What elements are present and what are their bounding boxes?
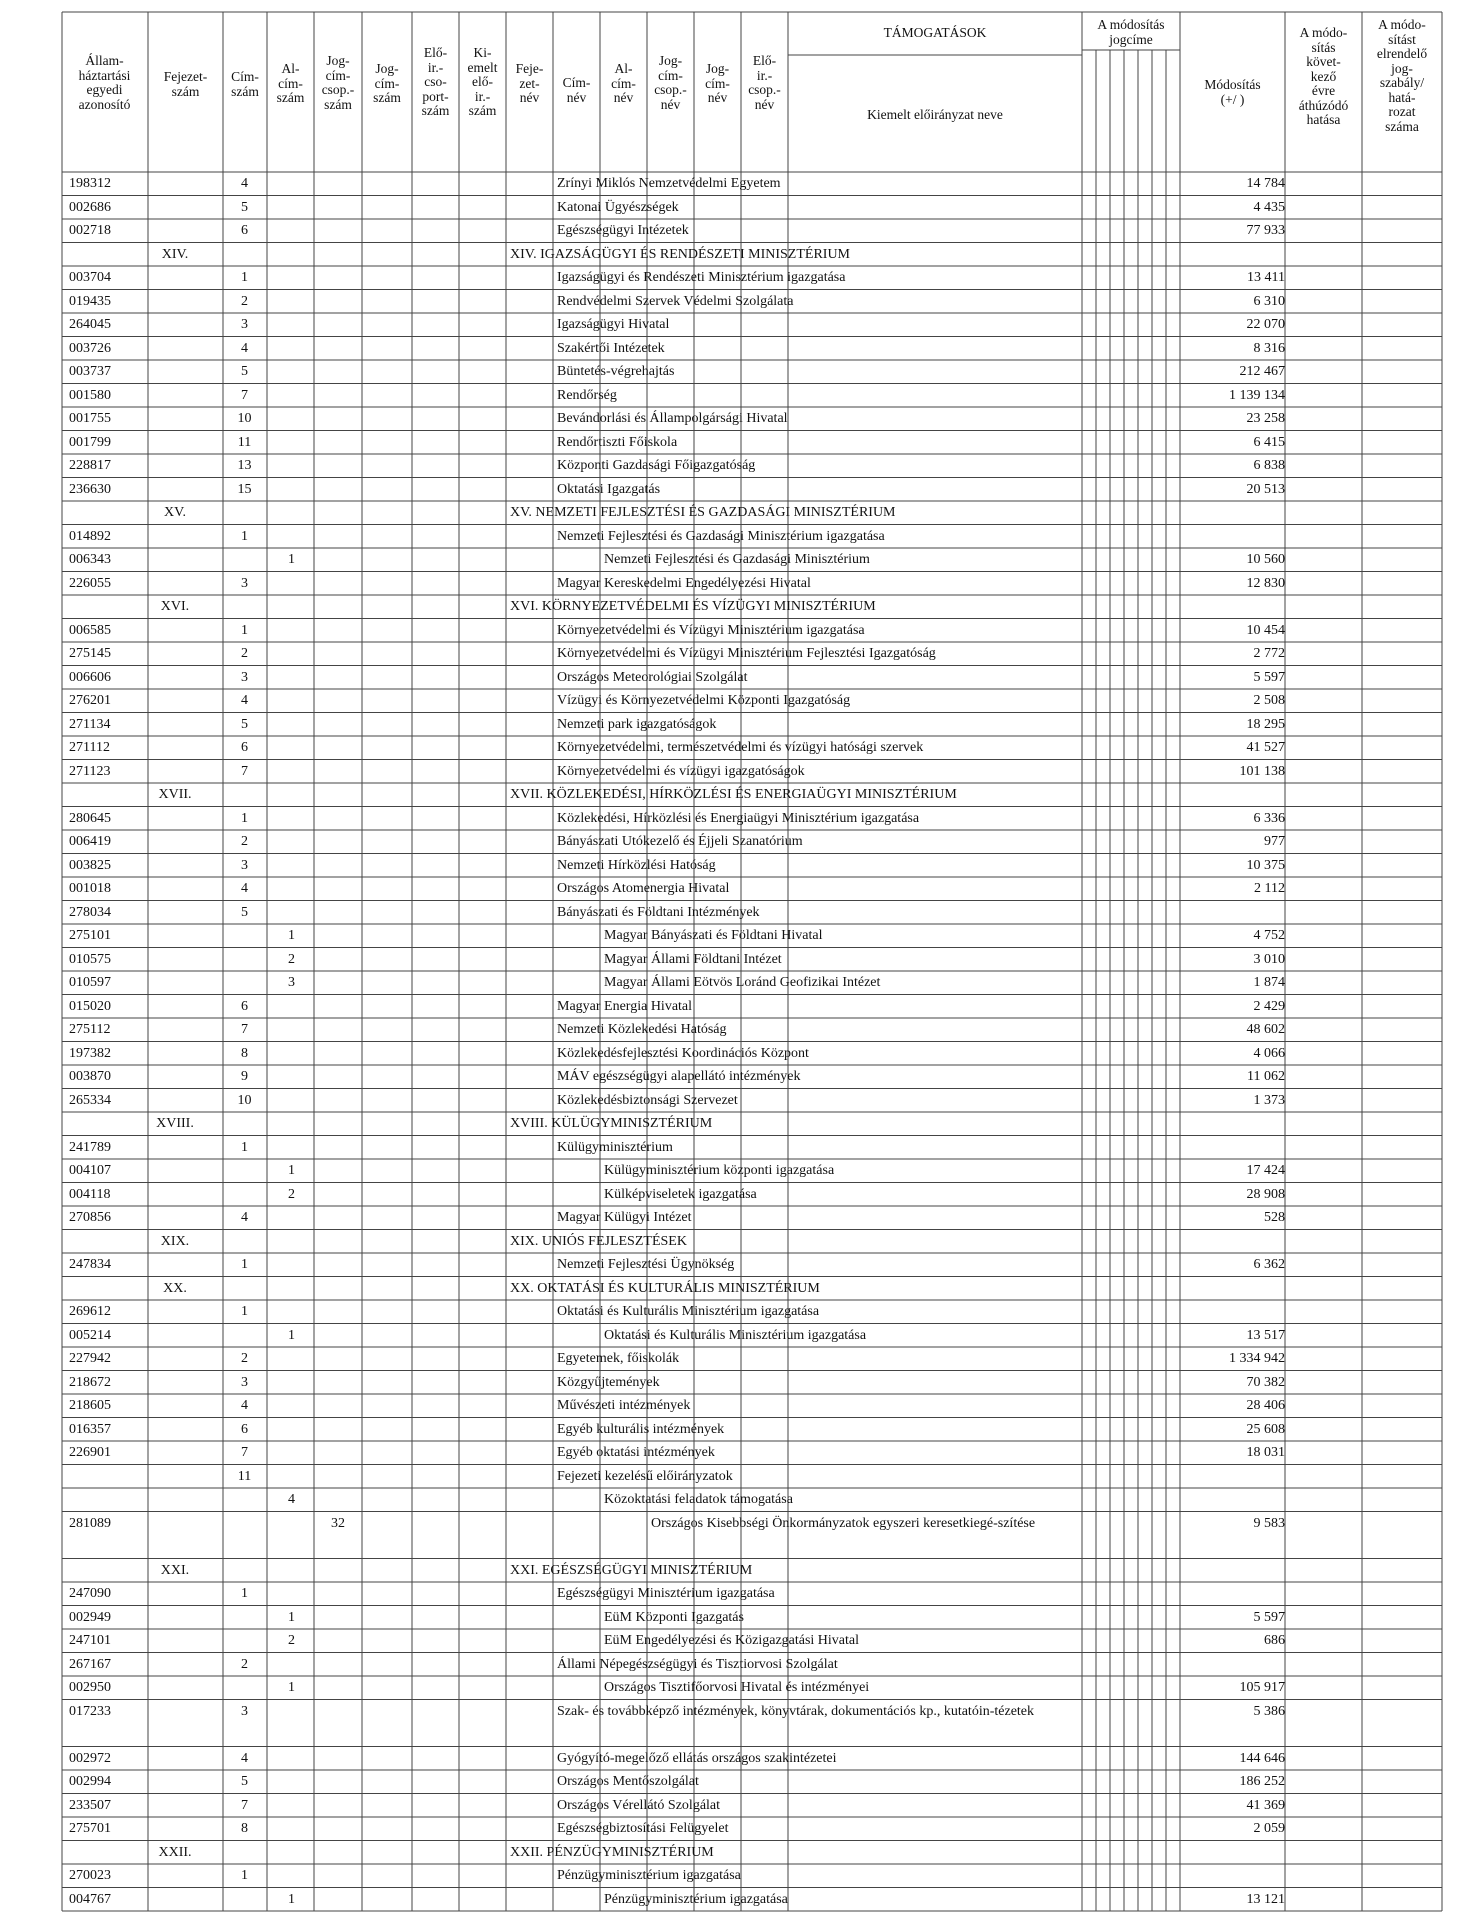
row-modositas: 2 059 [1253,1821,1285,1836]
row-azonosito: 275701 [69,1821,111,1836]
row-azonosito: 006606 [69,669,111,685]
row-azonosito: 276201 [69,693,111,708]
row-azonosito: 247101 [69,1633,111,1648]
header-azonosito: Állam- háztartási egyedi azonosító [78,53,131,112]
row-cimszam: 3 [241,317,248,332]
row-cimszam: 6 [241,740,248,755]
row-modositas: 6 415 [1253,434,1285,450]
row-azonosito: 197382 [69,1045,111,1061]
row-eloiranyzat-nev: Külügyminisztérium [557,1139,673,1155]
row-eloiranyzat-nev: Egyéb oktatási intézmények [557,1445,715,1460]
row-azonosito: 015020 [69,998,111,1014]
row-azonosito: 241789 [69,1139,111,1155]
row-azonosito: 001018 [69,881,111,896]
row-eloiranyzat-nev: Gyógyító-megelőző ellátás országos szakintézetei [557,1750,837,1766]
row-alcimszam: 1 [288,928,295,943]
row-modositas: 2 112 [1254,881,1285,896]
row-modositas: 1 334 942 [1229,1351,1285,1366]
row-cimszam: 2 [241,293,248,309]
row-eloiranyzat-nev: Bányászati és Földtani Intézmények [557,904,760,920]
row-cimszam: 11 [237,434,252,450]
row-fejezetnev: XV. NEMZETI FEJLESZTÉSI ÉS GAZDASÁGI MINISZTÉRIUM [510,505,896,520]
row-eloiranyzat-nev: EüM Engedélyezési és Közigazgatási Hivatal [604,1633,860,1648]
row-fejezetszam: XX. [163,1280,187,1296]
row-cimszam: 6 [241,998,248,1014]
row-eloiranyzat-nev: Nemzeti Fejlesztési és Gazdasági Minisztérium igazgatása [557,528,885,544]
row-alcimszam: 2 [288,1633,295,1648]
row-eloiranyzat-nev: Rendőrtiszti Főiskola [557,434,678,450]
row-fejezetszam: XIV. [161,246,189,262]
row-eloiranyzat-nev: Zrínyi Miklós Nemzetvédelmi Egyetem [557,176,781,191]
row-eloiranyzat-nev: Rendvédelmi Szervek Védelmi Szolgálata [557,293,794,309]
row-cimszam: 1 [241,810,248,826]
row-cimszam: 3 [241,669,248,685]
row-modositas: 105 917 [1239,1680,1285,1695]
row-alcimszam: 3 [288,975,295,990]
row-modositas: 1 874 [1253,975,1285,990]
row-eloiranyzat-nev: Pénzügyminisztérium igazgatása [557,1868,741,1883]
row-azonosito: 228817 [69,458,111,473]
row-eloiranyzat-nev: Magyar Állami Földtani Intézet [604,951,782,967]
row-modositas: 28 406 [1246,1398,1285,1413]
row-eloiranyzat-nev: Országos Vérellátó Szolgálat [557,1797,721,1813]
row-azonosito: 002972 [69,1750,111,1766]
row-cimszam: 4 [241,693,248,708]
row-eloiranyzat-nev: Nemzeti park igazgatóságok [557,716,717,732]
row-fejezetszam: XIX. [160,1233,190,1249]
row-fejezetnev: XVIII. KÜLÜGYMINISZTÉRIUM [510,1116,713,1131]
row-azonosito: 271112 [69,740,110,755]
row-azonosito: 271134 [69,716,111,732]
row-azonosito: 270023 [69,1868,111,1883]
header-fejezetszam: Fejezet- szám [163,69,208,99]
row-azonosito: 017233 [69,1703,111,1719]
header-kiemelt-eloiranyzat-neve: Kiemelt előirányzat neve [867,107,1003,122]
row-eloiranyzat-nev: Bányászati Utókezelő és Éjjeli Szanatórium [557,834,803,849]
row-modositas: 6 362 [1253,1257,1285,1272]
header-eloir-csop-szam: Elő- ir.- cso- port- szám [421,45,450,118]
row-cimszam: 4 [241,1398,248,1413]
row-eloiranyzat-nev: Környezetvédelmi és Vízügyi Minisztérium Fejlesztési Igazgatóság [557,646,936,661]
row-azonosito: 267167 [69,1656,111,1672]
row-cimszam: 1 [241,622,248,638]
row-azonosito: 275112 [69,1022,111,1037]
row-fejezetszam: XV. [164,505,186,520]
row-azonosito: 281089 [69,1515,111,1531]
row-alcimszam: 2 [288,951,295,967]
row-modositas: 3 010 [1253,951,1285,967]
row-eloiranyzat-nev: Közlekedésfejlesztési Koordinációs Központ [557,1045,809,1061]
row-alcimszam: 2 [288,1186,295,1202]
header-jogcimcsop-nev: Jog- cím- csop.- név [654,53,687,112]
row-azonosito: 226055 [69,575,111,591]
row-modositas: 28 908 [1246,1186,1285,1202]
row-eloiranyzat-nev: Egészségbiztosítási Felügyelet [557,1821,729,1836]
row-azonosito: 004767 [69,1891,111,1907]
row-eloiranyzat-nev: Nemzeti Fejlesztési Ügynökség [557,1257,735,1272]
row-eloiranyzat-nev: Magyar Külügyi Intézet [557,1210,692,1225]
row-eloiranyzat-nev: Rendőrség [557,387,617,403]
row-alcimszam: 1 [288,1327,295,1343]
row-modositas: 11 062 [1247,1069,1285,1084]
row-eloiranyzat-nev: Környezetvédelmi, természetvédelmi és vízügyi hatósági szervek [557,740,924,755]
row-azonosito: 002950 [69,1680,111,1695]
row-cimszam: 2 [241,646,248,661]
header-eloir-csop-nev: Elő- ir.- csop.- név [748,53,781,112]
row-azonosito: 247090 [69,1586,111,1601]
row-cimszam: 7 [241,763,248,779]
row-azonosito: 001799 [69,434,111,450]
header-alcimnev: Al- cím- név [611,61,636,105]
row-eloiranyzat-nev: MÁV egészségügyi alapellátó intézmények [557,1069,801,1084]
row-azonosito: 010597 [69,975,111,990]
row-eloiranyzat-nev: Országos Kisebbségi Önkormányzatok egyszeri keresetkiegé-szítése [651,1515,1036,1531]
row-fejezetnev: XX. OKTATÁSI ÉS KULTURÁLIS MINISZTÉRIUM [510,1280,820,1296]
row-cimszam: 6 [241,1421,248,1437]
row-eloiranyzat-nev: Igazságügyi Hivatal [557,317,670,332]
row-cimszam: 1 [241,528,248,544]
header-kiemelt-szam: Ki- emelt elő- ir.- szám [467,45,498,118]
row-eloiranyzat-nev: Oktatási és Kulturális Minisztérium igazgatása [604,1327,867,1343]
row-cimszam: 3 [241,1703,248,1719]
row-azonosito: 218605 [69,1398,111,1413]
row-azonosito: 005214 [69,1327,111,1343]
row-modositas: 18 031 [1246,1445,1285,1460]
row-modositas: 41 527 [1246,740,1285,755]
row-azonosito: 003704 [69,270,111,285]
row-azonosito: 275101 [69,928,111,943]
row-modositas: 6 310 [1253,293,1285,309]
row-modositas: 1 139 134 [1229,387,1285,403]
row-modositas: 13 121 [1246,1891,1285,1907]
row-eloiranyzat-nev: Magyar Energia Hivatal [557,998,693,1014]
header-fejezetnev: Feje- zet- név [515,61,544,105]
row-modositas: 10 560 [1246,552,1285,567]
row-cimszam: 1 [241,1257,248,1272]
row-modositas: 4 066 [1253,1045,1285,1061]
row-cimszam: 4 [241,176,248,191]
row-cimszam: 7 [241,387,248,403]
row-modositas: 6 838 [1253,458,1285,473]
row-eloiranyzat-nev: Szakértői Intézetek [557,340,665,356]
row-cimszam: 2 [241,1656,248,1672]
row-azonosito: 003870 [69,1069,111,1084]
row-eloiranyzat-nev: Szak- és továbbképző intézmények, könyvtárak, dokumentációs kp., kutatóin-tézetek [557,1703,1035,1719]
row-azonosito: 001755 [69,411,111,426]
row-azonosito: 002994 [69,1774,111,1789]
header-modositas-jogcime: A módosítás jogcíme [1097,17,1165,47]
header-tamogatasok: TÁMOGATÁSOK [883,25,987,40]
row-alcimszam: 1 [288,1680,295,1695]
row-eloiranyzat-nev: EüM Központi Igazgatás [604,1609,744,1625]
row-eloiranyzat-nev: Magyar Kereskedelmi Engedélyezési Hivatal [557,575,811,591]
row-fejezetnev: XVII. KÖZLEKEDÉSI, HÍRKÖZLÉSI ÉS ENERGIAÜGYI MINISZTÉRIUM [510,787,957,802]
row-eloiranyzat-nev: Környezetvédelmi és Vízügyi Minisztérium igazgatása [557,622,865,638]
row-modositas: 12 830 [1246,575,1285,591]
row-cimszam: 4 [241,1750,248,1766]
row-eloiranyzat-nev: Környezetvédelmi és vízügyi igazgatóságok [557,763,805,779]
row-modositas: 101 138 [1239,763,1285,779]
row-eloiranyzat-nev: Országos Tisztifőorvosi Hivatal és intézményei [604,1680,870,1695]
row-azonosito: 226901 [69,1445,111,1460]
row-azonosito: 006343 [69,552,111,567]
row-modositas: 1 373 [1253,1092,1285,1108]
row-eloiranyzat-nev: Oktatási és Kulturális Minisztérium igazgatása [557,1304,820,1319]
row-modositas: 77 933 [1246,223,1285,238]
row-cimszam: 1 [241,270,248,285]
row-modositas: 13 517 [1246,1327,1285,1343]
row-azonosito: 198312 [69,176,111,191]
row-fejezetszam: XXI. [160,1562,190,1578]
row-modositas: 23 258 [1246,411,1285,426]
row-eloiranyzat-nev: Nemzeti Fejlesztési és Gazdasági Minisztérium [604,552,870,567]
row-eloiranyzat-nev: Nemzeti Hírközlési Hatóság [557,857,716,873]
row-modositas: 5 386 [1253,1703,1285,1719]
row-alcimszam: 1 [288,1609,295,1625]
row-azonosito: 016357 [69,1421,111,1437]
row-azonosito: 233507 [69,1797,111,1813]
row-eloiranyzat-nev: Közgyűjtemények [557,1374,660,1390]
row-modositas: 20 513 [1246,481,1285,497]
row-cimszam: 1 [241,1304,248,1319]
row-cimszam: 6 [241,223,248,238]
row-cimszam: 5 [241,716,248,732]
row-eloiranyzat-nev: Központi Gazdasági Főigazgatóság [557,458,756,473]
row-cimszam: 2 [241,834,248,849]
row-modositas: 10 454 [1246,622,1285,638]
row-modositas: 977 [1264,834,1285,849]
row-eloiranyzat-nev: Büntetés-végrehajtás [557,364,675,379]
row-eloiranyzat-nev: Országos Mentőszolgálat [557,1774,699,1789]
row-azonosito: 265334 [69,1092,111,1108]
row-eloiranyzat-nev: Bevándorlási és Állampolgársági Hivatal [557,411,788,426]
row-modositas: 10 375 [1246,857,1285,873]
row-jogcimcsop-szam: 32 [331,1515,345,1531]
row-eloiranyzat-nev: Közlekedési, Hírközlési és Energiaügyi Minisztérium igazgatása [557,810,920,826]
row-modositas: 22 070 [1246,317,1285,332]
row-eloiranyzat-nev: Oktatási Igazgatás [557,481,661,497]
row-eloiranyzat-nev: Közoktatási feladatok támogatása [604,1492,793,1507]
row-eloiranyzat-nev: Katonai Ügyészségek [557,199,679,215]
row-azonosito: 004118 [69,1186,111,1202]
row-cimszam: 4 [241,340,248,356]
row-azonosito: 003726 [69,340,111,356]
row-azonosito: 271123 [69,763,111,779]
row-azonosito: 275145 [69,646,111,661]
header-kovetkezo-evre-hatasa: A módo- sítás követ- kező évre áthúzódó hatása [1298,25,1349,127]
row-cimszam: 4 [241,881,248,896]
row-eloiranyzat-nev: Magyar Bányászati és Földtani Hivatal [604,928,823,943]
row-modositas: 13 411 [1247,270,1285,285]
row-modositas: 5 597 [1253,1609,1285,1625]
header-cimszam: Cím- szám [231,69,259,99]
row-modositas: 2 508 [1253,693,1285,708]
row-azonosito: 270856 [69,1210,111,1225]
row-fejezetnev: XXI. EGÉSZSÉGÜGYI MINISZTÉRIUM [510,1562,753,1578]
row-eloiranyzat-nev: Külügyminisztérium központi igazgatása [604,1163,835,1178]
row-modositas: 48 602 [1246,1022,1285,1037]
header-alcimszam: Al- cím- szám [276,61,305,105]
row-modositas: 9 583 [1253,1515,1285,1531]
row-cimszam: 7 [241,1797,248,1813]
row-azonosito: 227942 [69,1351,111,1366]
row-modositas: 144 646 [1239,1750,1285,1766]
row-eloiranyzat-nev: Művészeti intézmények [557,1398,691,1413]
row-cimszam: 3 [241,1374,248,1390]
row-cimszam: 1 [241,1139,248,1155]
row-cimszam: 7 [241,1445,248,1460]
row-cimszam: 1 [241,1868,248,1883]
row-eloiranyzat-nev: Közlekedésbiztonsági Szervezet [557,1092,738,1108]
row-azonosito: 010575 [69,951,111,967]
row-alcimszam: 1 [288,1163,295,1178]
row-modositas: 70 382 [1246,1374,1285,1390]
row-modositas: 18 295 [1246,716,1285,732]
row-azonosito: 264045 [69,317,111,332]
row-eloiranyzat-nev: Külképviseletek igazgatása [604,1186,757,1202]
row-modositas: 4 752 [1253,928,1285,943]
row-cimszam: 5 [241,904,248,920]
row-azonosito: 269612 [69,1304,111,1319]
row-azonosito: 019435 [69,293,111,309]
row-cimszam: 1 [241,1586,248,1601]
row-eloiranyzat-nev: Vízügyi és Környezetvédelmi Központi Igazgatóság [557,693,851,708]
row-eloiranyzat-nev: Országos Meteorológiai Szolgálat [557,669,748,685]
row-modositas: 186 252 [1239,1774,1285,1789]
row-fejezetszam: XXII. [158,1844,192,1860]
row-cimszam: 8 [241,1821,248,1836]
row-azonosito: 218672 [69,1374,111,1390]
row-fejezetnev: XVI. KÖRNYEZETVÉDELMI ÉS VÍZÜGYI MINISZTÉRIUM [510,599,876,614]
row-eloiranyzat-nev: Fejezeti kezelésű előirányzatok [557,1468,733,1484]
row-modositas: 6 336 [1253,810,1285,826]
row-modositas: 5 597 [1253,669,1285,685]
row-eloiranyzat-nev: Igazságügyi és Rendészeti Minisztérium igazgatása [557,270,846,285]
row-fejezetszam: XVII. [158,787,192,802]
row-modositas: 212 467 [1239,364,1285,379]
row-azonosito: 280645 [69,810,111,826]
row-alcimszam: 4 [288,1492,295,1507]
row-modositas: 528 [1264,1210,1285,1225]
row-fejezetnev: XIX. UNIÓS FEJLESZTÉSEK [510,1233,687,1249]
row-modositas: 8 316 [1253,340,1285,356]
row-cimszam: 5 [241,1774,248,1789]
row-fejezetnev: XIV. IGAZSÁGÜGYI ÉS RENDÉSZETI MINISZTÉRIUM [510,246,850,262]
row-modositas: 2 772 [1253,646,1285,661]
row-modositas: 686 [1264,1633,1285,1648]
header-jogcimcsop-szam: Jog- cím- csop.- szám [321,53,355,112]
row-alcimszam: 1 [288,552,295,567]
header-cimnev: Cím- név [562,75,591,105]
row-cimszam: 9 [241,1069,248,1084]
row-azonosito: 001580 [69,387,111,403]
row-fejezetszam: XVIII. [156,1116,194,1131]
row-eloiranyzat-nev: Egészségügyi Minisztérium igazgatása [557,1586,775,1601]
header-modositas: Módosítás (+/ ) [1204,77,1261,107]
row-eloiranyzat-nev: Országos Atomenergia Hivatal [557,881,730,896]
header-jogcimnev: Jog- cím- név [705,61,730,105]
row-azonosito: 278034 [69,904,111,920]
row-cimszam: 10 [237,411,252,426]
row-eloiranyzat-nev: Pénzügyminisztérium igazgatása [604,1891,788,1907]
row-cimszam: 3 [241,857,248,873]
row-azonosito: 006585 [69,622,111,638]
row-azonosito: 002718 [69,223,111,238]
row-azonosito: 003737 [69,364,111,379]
row-modositas: 25 608 [1246,1421,1285,1437]
row-cimszam: 15 [237,481,252,497]
row-modositas: 2 429 [1253,998,1285,1014]
row-azonosito: 002686 [69,199,111,215]
row-eloiranyzat-nev: Állami Népegészségügyi és Tisztiorvosi Szolgálat [557,1656,838,1672]
row-eloiranyzat-nev: Egyetemek, főiskolák [557,1351,680,1366]
row-eloiranyzat-nev: Nemzeti Közlekedési Hatóság [557,1022,727,1037]
row-cimszam: 4 [241,1210,248,1225]
row-modositas: 17 424 [1246,1163,1285,1178]
row-eloiranyzat-nev: Egyéb kulturális intézmények [557,1421,725,1437]
row-cimszam: 2 [241,1351,248,1366]
row-alcimszam: 1 [288,1891,295,1907]
row-cimszam: 5 [241,364,248,379]
row-azonosito: 003825 [69,857,111,873]
row-azonosito: 236630 [69,481,111,497]
row-cimszam: 7 [241,1022,248,1037]
row-cimszam: 3 [241,575,248,591]
header-elrendelo-jogszabaly: A módo- sítást elrendelő jog- szabály/ hatá- rozat száma [1376,17,1428,134]
row-modositas: 41 369 [1246,1797,1285,1813]
row-azonosito: 004107 [69,1163,111,1178]
row-cimszam: 10 [237,1092,252,1108]
row-azonosito: 014892 [69,528,111,544]
row-eloiranyzat-nev: Egészségügyi Intézetek [557,223,689,238]
row-modositas: 14 784 [1246,176,1285,191]
row-cimszam: 11 [237,1468,252,1484]
row-eloiranyzat-nev: Magyar Állami Eötvös Loránd Geofizikai Intézet [604,975,881,990]
row-cimszam: 8 [241,1045,248,1061]
row-fejezetszam: XVI. [160,599,190,614]
row-azonosito: 006419 [69,834,111,849]
row-azonosito: 247834 [69,1257,111,1272]
row-modositas: 4 435 [1253,199,1285,215]
row-fejezetnev: XXII. PÉNZÜGYMINISZTÉRIUM [510,1844,714,1860]
row-azonosito: 002949 [69,1609,111,1625]
row-cimszam: 5 [241,199,248,215]
header-jogcimszam: Jog- cím- szám [373,61,401,105]
row-cimszam: 13 [237,458,252,473]
